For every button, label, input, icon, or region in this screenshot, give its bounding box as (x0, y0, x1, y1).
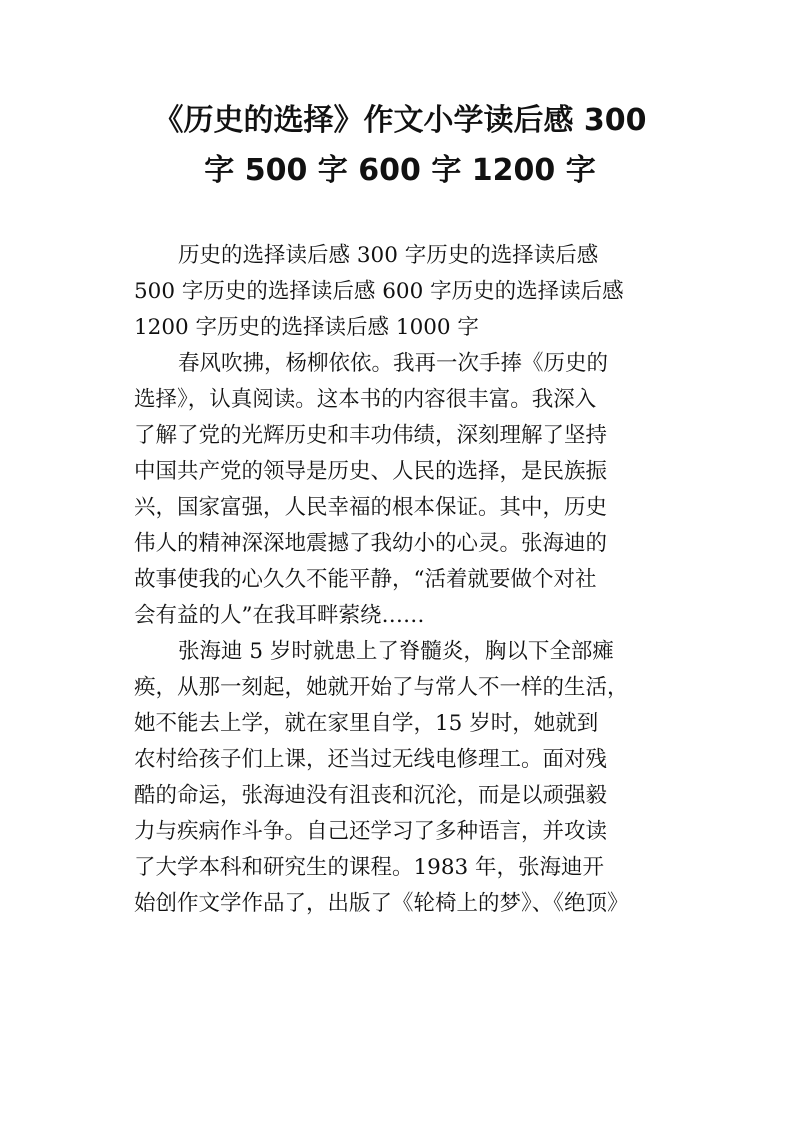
paragraph-line: 春风吹拂，杨柳依依。我再一次手捧《历史的 (178, 351, 609, 376)
paragraph-line: 酷的命运，张海迪没有沮丧和沉沦，而是以顽强毅 (134, 783, 608, 808)
paragraph-line: 历史的选择读后感 300 字历史的选择读后感 (178, 243, 599, 268)
document-body (134, 238, 694, 922)
paragraph-line: 她不能去上学，就在家里自学，15 岁时，她就到 (134, 711, 599, 736)
paragraph-line: 了大学本科和研究生的课程。1983 年，张海迪开 (134, 855, 605, 880)
paragraph-line: 痪，从那一刻起，她就开始了与常人不一样的生活， (134, 675, 629, 700)
paragraph-line: 了解了党的光辉历史和丰功伟绩，深刻理解了坚持 (134, 423, 608, 448)
paragraph-line: 兴，国家富强，人民幸福的根本保证。其中，历史 (134, 495, 608, 520)
title-line: 《历史的选择》作文小学读后感 300 (153, 103, 647, 138)
paragraph-line: 选择》，认真阅读。这本书的内容很丰富。我深入 (134, 387, 597, 412)
paragraph-line: 力与疾病作斗争。自己还学习了多种语言，并攻读 (134, 819, 608, 844)
paragraph-line: 张海迪 5 岁时就患上了脊髓炎，胸以下全部瘫 (178, 639, 614, 664)
paragraph-line: 伟人的精神深深地震撼了我幼小的心灵。张海迪的 (134, 531, 608, 556)
paragraph-line: 故事使我的心久久不能平静，“活着就要做个对社 (134, 567, 597, 592)
document-title (100, 96, 700, 196)
title-line: 字 500 字 600 字 1200 字 (204, 153, 596, 188)
paragraph-line: 中国共产党的领导是历史、人民的选择，是民族振 (134, 459, 608, 484)
paragraph-line: 1200 字历史的选择读后感 1000 字 (134, 315, 479, 340)
paragraph-line: 500 字历史的选择读后感 600 字历史的选择读后感 (134, 279, 624, 304)
paragraph-line: 始创作文学作品了，出版了《轮椅上的梦》、《绝顶》 (134, 891, 629, 916)
paragraph-line: 会有益的人”在我耳畔萦绕…… (134, 603, 425, 628)
paragraph-line: 农村给孩子们上课，还当过无线电修理工。面对残 (134, 747, 608, 772)
